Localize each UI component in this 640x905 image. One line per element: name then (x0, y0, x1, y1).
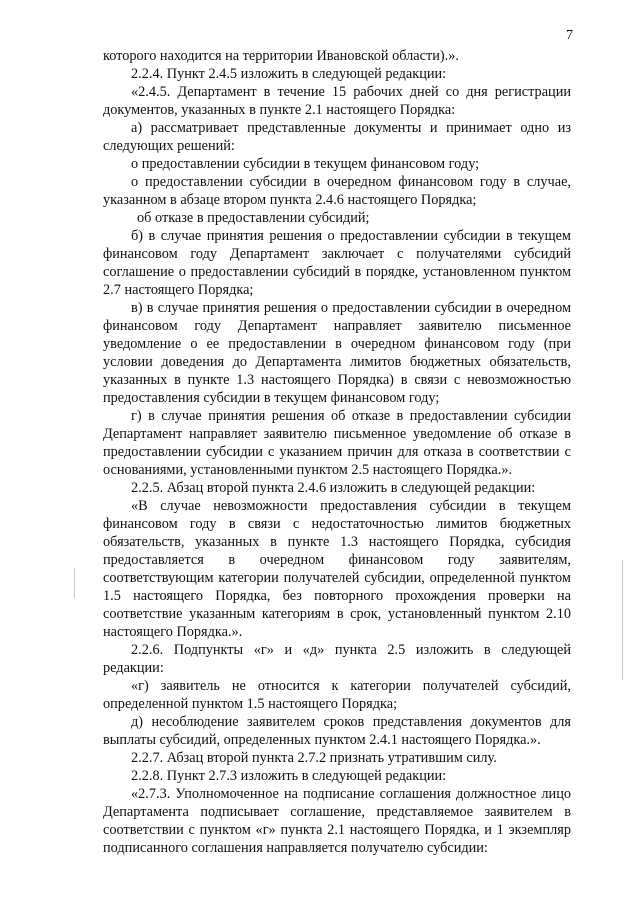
paragraph-decision-next-year: о предоставлении субсидии в очередном финансовом году в случае, указанном в абзаце втором пункта 2.4.6 настоящего Порядка; (103, 174, 571, 208)
paragraph-2-4-5: «2.4.5. Департамент в течение 15 рабочих дней со дня регистрации документов, указанных в пункте 2.1 настоящего Порядка: (103, 84, 571, 118)
paragraph-2-7-3: «2.7.3. Уполномоченное на подписание соглашения должностное лицо Департамента подписывает соглашение, представляемое заявителем в соответствии с пунктом «г» пункта 2.1 настоящего Порядка, и 1 экземпляр подписанного соглашения направляется получателю субсидии: (103, 786, 571, 856)
paragraph-2-2-7: 2.2.7. Абзац второй пункта 2.7.2 признать утратившим силу. (131, 750, 497, 766)
paragraph-quote-insufficient-limits: «В случае невозможности предоставления субсидии в текущем финансовом году в связи с недостаточностью лимитов бюджетных обязательств, указанных в пункте 1.3 настоящего Порядка, субсидия предоставляется в очередном финансовом году заявителям, соответствующим категории получателей субсидии, определенной пунктом 1.5 настоящего Порядка, без повторного прохождения проверки на соответствие указанным категориям в срок, установленный пунктом 2.10 настоящего Порядка.». (103, 498, 571, 640)
document-body (103, 47, 571, 857)
paragraph-subitem-g: «г) заявитель не относится к категории получателей субсидий, определенной пунктом 1.5 настоящего Порядка; (103, 678, 571, 712)
paragraph-2-2-6: 2.2.6. Подпункты «г» и «д» пункта 2.5 изложить в следующей редакции: (103, 642, 571, 676)
paragraph-2-2-4: 2.2.4. Пункт 2.4.5 изложить в следующей редакции: (131, 66, 447, 82)
paragraph-item-a: а) рассматривает представленные документы и принимает одно из следующих решений: (103, 120, 571, 154)
paragraph-continuation: которого находится на территории Ивановской области).». (103, 48, 459, 64)
paragraph-item-v: в) в случае принятия решения о предоставлении субсидии в очередном финансовом году Департамент направляет заявителю письменное уведомление о ее предоставлении в очередном финансовом году (при условии доведения до Департамента лимитов бюджетных обязательств, указанных в пункте 1.3 настоящего Порядка) в связи с невозможностью предоставления субсидии в текущем финансовом году; (103, 300, 571, 406)
scan-edge-mark-left (74, 568, 75, 598)
paragraph-subitem-d: д) несоблюдение заявителем сроков представления документов для выплаты субсидий, определенных пунктом 2.4.1 настоящего Порядка.». (103, 714, 571, 748)
paragraph-2-2-5: 2.2.5. Абзац второй пункта 2.4.6 изложить в следующей редакции: (131, 480, 536, 496)
scan-edge-mark-right (622, 560, 623, 680)
paragraph-item-g: г) в случае принятия решения об отказе в предоставлении субсидии Департамент направляет заявителю письменное уведомление об отказе в предоставлении субсидии с указанием причин для отказа в соответствии с основаниями, установленными пунктом 2.5 настоящего Порядка.». (103, 408, 571, 478)
paragraph-decision-current-year: о предоставлении субсидии в текущем финансовом году; (131, 156, 480, 172)
paragraph-2-2-8: 2.2.8. Пункт 2.7.3 изложить в следующей редакции: (131, 768, 447, 784)
paragraph-item-b: б) в случае принятия решения о предоставлении субсидии в текущем финансовом году Департамент заключает с получателями субсидий соглашение о предоставлении субсидий в порядке, установленном пунктом 2.7 настоящего Порядка; (103, 228, 571, 298)
page-number: 7 (566, 28, 573, 43)
paragraph-decision-refusal: об отказе в предоставлении субсидий; (137, 210, 370, 226)
